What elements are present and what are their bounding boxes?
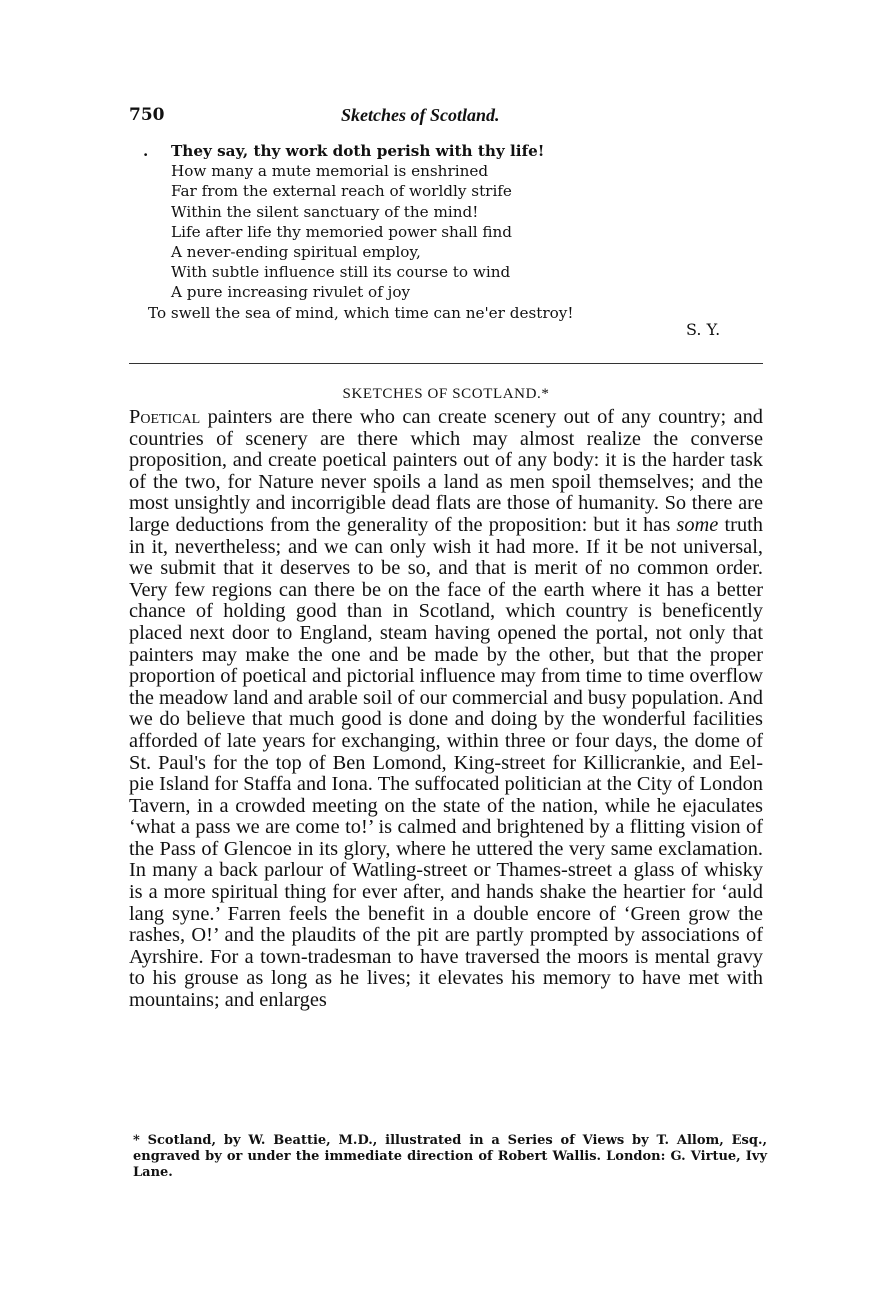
running-head <box>129 105 769 133</box>
section-divider <box>129 363 763 364</box>
poem-line: Far from the external reach of worldly strife <box>171 182 512 201</box>
poem-line: How many a mute memorial is enshrined <box>171 162 489 181</box>
poem-signature: S. Y. <box>686 320 721 339</box>
opening-word: Poetical <box>129 406 201 428</box>
footnote: * Scotland, by W. Beattie, M.D., illustrated in a Series of Views by T. Allom, Esq., engraved by or under the immediate direction of Robert Wallis. London: G. Virtue, Ivy Lane. <box>133 1133 767 1180</box>
page-number: 750 <box>129 105 165 125</box>
poem-line: To swell the sea of mind, which time can ne'er destroy! <box>148 303 574 322</box>
body-text-part-2: truth in it, nevertheless; and we can only wish it had more. If it be not universal, we submit that it deserves to be so, and that is merit of no common order. Very few regions can there be on the face of the earth where it has a better chance of holding good than in Scotland, which country is beneficently placed next door to England, steam having opened the portal, not only that painters may make the one and be made by the other, but that the proper proportion of poetical and pictorial influence may from time to time overflow the meadow land and arable soil of our commercial and busy population. And we do believe that much good is done and doing by the wonderful facilities afforded of late years for exchanging, within three or four days, the dome of St. Paul's for the top of Ben Lomond, King-street for Killicrankie, and Eel-pie Island for Staffa and Iona. The suffocated politician at the City of London Tavern, in a crowded meeting on the state of the nation, while he ejaculates ‘what a pass we are come to!’ is calmed and brightened by a flitting vision of the Pass of Glencoe in its glory, where he uttered the very same exclamation. In many a back parlour of Watling-street or Thames-street a glass of whisky is a more spiritual thing for ever after, and hands shake the heartier for ‘auld lang syne.’ Farren feels the benefit in a double encore of ‘Green grow the rashes, O!’ and the plaudits of the pit are partly prompted by associations of Ayrshire. For a town-tradesman to have traversed the moors is mental gravy to his grouse as long as he lives; it elevates his memory to have met with mountains; and enlarges <box>129 513 763 1012</box>
article-title: SKETCHES OF SCOTLAND.* <box>342 386 550 402</box>
article-body <box>129 407 763 1012</box>
poem-line: . They say, thy work doth perish with thy life! <box>143 141 743 161</box>
body-text-part-1: painters are there who can create scenery out of any country; and countries of scenery are there which may almost realize the converse proposition, and create poetical painters out of any body: it is the harder task of the two, for Nature never spoils a land as men spoil themselves; and the most unsightly and incorrigible dead flats are those of humanity. So there are large deductions from the generality of the proposition: but it has <box>129 406 763 536</box>
poem-line: A never-ending spiritual employ, <box>171 243 421 262</box>
running-title: Sketches of Scotland. <box>341 105 500 125</box>
emphasized-word: some <box>676 513 719 536</box>
poem <box>143 141 743 323</box>
poem-line: Life after life thy memoried power shall find <box>171 222 513 241</box>
poem-line: A pure increasing rivulet of joy <box>171 283 411 302</box>
article-paragraph <box>129 407 763 1012</box>
poem-line: With subtle influence still its course to wind <box>171 263 511 282</box>
poem-line: Within the silent sanctuary of the mind! <box>171 202 479 221</box>
